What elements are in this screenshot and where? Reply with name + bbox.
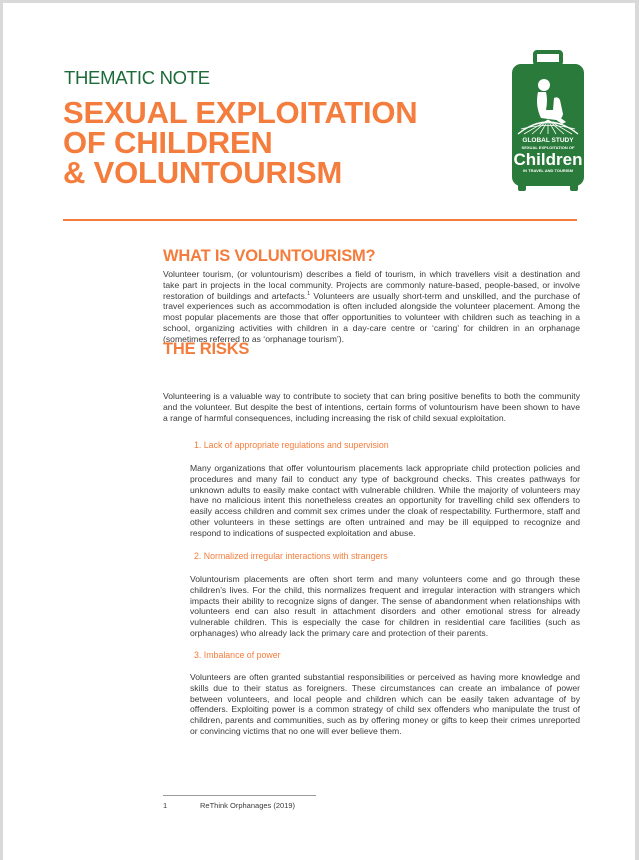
title-line: SEXUAL EXPLOITATION (63, 95, 418, 130)
title-divider (63, 219, 577, 221)
svg-text:SEXUAL EXPLOITATION OF: SEXUAL EXPLOITATION OF (521, 145, 575, 150)
section-heading-the-risks: THE RISKS (163, 340, 250, 358)
voluntourism-definition-paragraph: Volunteer tourism, (or voluntourism) describes a field of tourism, in which travellers visit a destination and take part in projects in the local community. Projects are commonly nature-based, people-based, or involve restoration of buildings and artefacts.$^1$ Volunteers are usually short-term and unskilled, and the purchase of travel experiences such as accommodation is often included alongside the volunteer placement. Among the most popular placements are those that offer opportunities to volunteer with children such as teaching in a school, organizing activities with children in a day-care centre or ‘caring’ for children in an orphanage (sometimes referred to as ‘orphanage tourism’). (163, 269, 580, 344)
risks-intro-paragraph: Volunteering is a valuable way to contribute to society that can bring positive benefits to both the community and the volunteer. But despite the best of intentions, certain forms of voluntourism have been shown to have a range of harmful consequences, including increasing the risk of child sexual exploitation. (163, 391, 580, 423)
risk-3-body: Volunteers are often granted substantial responsibilities or perceived as having more knowledge and skills due to their status as foreigners. These circumstances can create an imbalance of power between volunteers, and local people and children which can be easily taken advantage of by offenders. Exploiting power is a common strategy of child sex offenders who manipulate the trust of children, parents and communities, such as by offering money or gifts to keep their crimes unreported or convincing victims that no one will ever believe them. (190, 672, 580, 736)
title-line: & VOLUNTOURISM (63, 155, 343, 190)
global-study-logo-icon (508, 50, 588, 195)
svg-text:Children: Children (513, 150, 583, 169)
footnote-reference[interactable]: 1 (307, 290, 311, 297)
risk-2-title: 2. Normalized irregular interactions with strangers (194, 551, 388, 561)
title-line: OF CHILDREN (63, 125, 273, 160)
document-page (3, 3, 635, 860)
risk-1-body: Many organizations that offer voluntourism placements lack appropriate child protection policies and procedures and many fail to conduct any type of background checks. This creates pathways for unknown adults to easily make contact with vulnerable children. While the majority of volunteers may have no malicious intent this nonetheless creates an opportunity for travelling child sex offenders to easily access children and commit sex crimes under the cloak of respectability. Furthermore, staff and other volunteers in these settings are often untrained and may be ill equipped to recognize and respond to indications of suspected exploitation and abuse. (190, 463, 580, 538)
document-title (63, 95, 418, 190)
risk-1-title: 1. Lack of appropriate regulations and supervision (194, 440, 389, 450)
footnote-number: 1 (163, 801, 168, 810)
document-kicker: THEMATIC NOTE (64, 67, 210, 88)
footnote-text: ReThink Orphanages (2019) (200, 801, 296, 810)
footnote-divider (163, 795, 316, 796)
svg-text:GLOBAL STUDY: GLOBAL STUDY (522, 137, 574, 144)
risk-2-body: Voluntourism placements are often short term and many volunteers come and go through these children’s lives. For the child, this normalizes frequent and irregular interaction with strangers which impacts their ability to recognize signs of danger. The sense of abandonment when relationships with volunteers end can also result in attachment disorders and other emotional stress for already vulnerable children. This is especially the case for children in residential care facilities (such as orphanages) who already lack the primary care and protection of their parents. (190, 574, 580, 638)
svg-text:IN TRAVEL AND TOURISM: IN TRAVEL AND TOURISM (523, 168, 573, 173)
risk-3-title: 3. Imbalance of power (194, 650, 281, 660)
section-heading-what-is-voluntourism: WHAT IS VOLUNTOURISM? (163, 247, 376, 265)
